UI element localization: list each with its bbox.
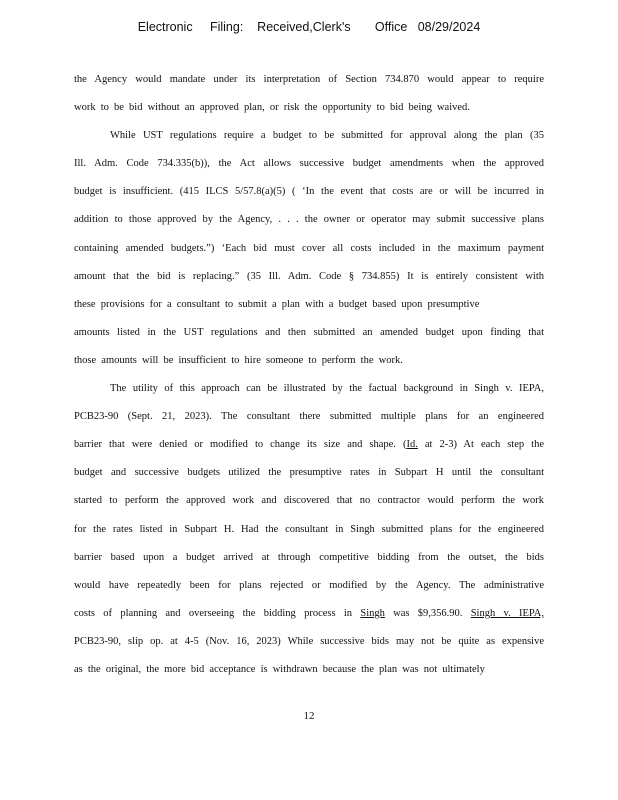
body-line: for the rates listed in Subpart H. Had the consultant in Singh submitted plans for the engineered (74, 523, 544, 535)
body-line: PCB23-90 (Sept. 21, 2023). The consultant there submitted multiple plans for an engineered (74, 411, 544, 423)
body-line: amounts listed in the UST regulations and then submitted an amended budget upon finding that (74, 326, 544, 338)
body-line: work to be bid without an approved plan, or risk the opportunity to bid being waived. (74, 102, 470, 114)
page-number: 12 (303, 710, 315, 722)
body-line: amount that the bid is replacing.” (35 Ill. Adm. Code § 734.855) It is entirely consistent with (74, 270, 544, 282)
case-name-singh: Singh (360, 607, 385, 619)
line-text: was $9,356.90. (384, 607, 471, 619)
body-line: addition to those approved by the Agency, . . . the owner or operator may submit successive plans (74, 214, 544, 226)
line-text: at 2-3) At each step the (417, 439, 544, 451)
body-line: PCB23-90, slip op. at 4-5 (Nov. 16, 2023) While successive bids may not be quite as expensive (74, 635, 544, 647)
body-line: as the original, the more bid acceptance is withdrawn because the plan was not ultimately (74, 663, 485, 675)
paragraph-start-line: The utility of this approach can be illustrated by the factual background in Singh v. IEPA, (110, 383, 544, 395)
case-citation: Singh v. IEPA, (470, 607, 544, 619)
body-line-with-citation (74, 604, 544, 632)
document-body (74, 70, 544, 688)
body-line: these provisions for a consultant to submit a plan with a budget based upon presumptive (74, 298, 480, 310)
line-text: barrier that were denied or modified to change its size and shape. ( (74, 439, 407, 451)
body-line: Ill. Adm. Code 734.335(b)), the Act allows successive budget amendments when the approved (74, 158, 544, 170)
body-line: those amounts will be insufficient to hire someone to perform the work. (74, 354, 403, 366)
body-line-with-citation (74, 435, 544, 463)
body-line: would have repeatedly been for plans rejected or modified by the Agency. The administrative (74, 579, 544, 591)
body-line: budget is insufficient. (415 ILCS 5/57.8(a)(5) ( ‘In the event that costs are or will be incurred in (74, 186, 544, 198)
body-line: budget and successive budgets utilized the presumptive rates in Subpart H until the consultant (74, 467, 544, 479)
line-text: costs of planning and overseeing the bidding process in (74, 607, 361, 619)
filing-stamp-header: Electronic Filing: Received,Clerk's Office 08/29/2024 (137, 20, 481, 34)
body-line: started to perform the approved work and discovered that no contractor would perform the work (74, 495, 544, 507)
body-line: barrier based upon a budget arrived at through competitive bidding from the outset, the bids (74, 551, 544, 563)
paragraph-start-line: While UST regulations require a budget to be submitted for approval along the plan (35 (110, 130, 544, 142)
citation-id: Id. (406, 439, 418, 451)
body-line: the Agency would mandate under its interpretation of Section 734.870 would appear to require (74, 74, 544, 85)
body-line: containing amended budgets.”) ‘Each bid must cover all costs included in the maximum payment (74, 242, 544, 254)
